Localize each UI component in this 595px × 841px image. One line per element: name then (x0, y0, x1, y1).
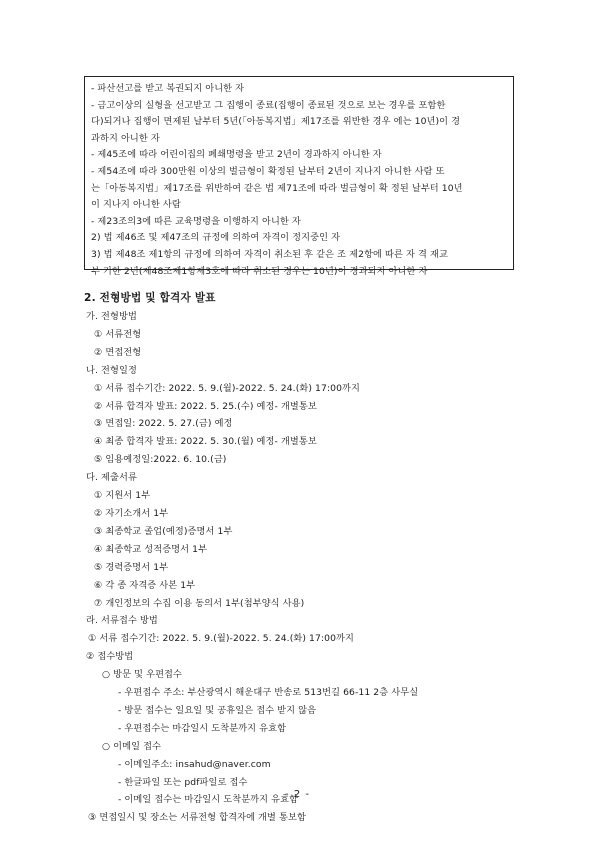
list-item: - 우편접수는 마감일시 도착분까지 유효함 (118, 722, 287, 734)
list-item: ① 서류전형 (94, 328, 142, 340)
section-title: 2. 전형방법 및 합격자 발표 (84, 292, 216, 304)
box-line: 부 기한 2년(제48조제1항제3호에 따라 취소된 경우는 10년)이 경과되지 아니한 자 (91, 265, 428, 277)
subsection-heading-schedule: 나. 전형일정 (86, 364, 137, 376)
box-line: 다)되거나 집행이 면제된 날부터 5년(「아동복지법」제17조를 위반한 경우 에는 10년)이 경 (91, 116, 461, 128)
list-item: ⑥ 각 종 자격증 사본 1부 (94, 579, 196, 591)
subsection-heading-method: 가. 전형방법 (86, 311, 137, 322)
list-item: - 한글파일 또는 pdf파일로 접수 (118, 776, 248, 788)
list-item: - 이메일 접수는 마감일시 도착분까지 유효함 (118, 794, 299, 806)
box-line: 이 지나지 아니한 사람 (91, 199, 181, 211)
list-item: - 이메일주소: insahud@naver.com (118, 758, 271, 770)
box-line: - 금고이상의 실형을 선고받고 그 집행이 종료(집행이 종료된 것으로 보는 경우를 포함한 (91, 99, 446, 111)
list-item: ③ 면접일: 2022. 5. 27.(금) 예정 (94, 418, 233, 430)
list-item: ① 지원서 1부 (94, 490, 151, 502)
box-line: - 제54조에 따라 300만원 이상의 벌금형이 확정된 날부터 2년이 지나지 아니한 사람 또 (91, 165, 445, 177)
box-line: - 파산선고를 받고 복권되지 아니한 자 (91, 83, 245, 94)
box-line: 과하지 아니한 자 (91, 132, 160, 144)
list-item: ① 서류 접수기간: 2022. 5. 9.(월)-2022. 5. 24.(화) 17:00까지 (94, 382, 360, 394)
selection-section (84, 290, 514, 827)
box-line: 는「아동복지법」제17조를 위반하여 같은 법 제71조에 따라 벌금형이 확 정된 날부터 10년 (91, 182, 463, 194)
list-item: - 우편접수 주소: 부산광역시 해운대구 반송로 513번길 66-11 2층 사무실 (118, 687, 419, 699)
list-item: ⑤ 경력증명서 1부 (94, 561, 169, 573)
list-item: ③ 면접일시 및 장소는 서류전형 합격자에 개별 통보함 (88, 812, 306, 824)
subsection-heading-documents: 다. 제출서류 (86, 472, 137, 484)
box-line: - 제45조에 따라 어린이집의 폐쇄명령을 받고 2년이 경과하지 아니한 자 (91, 149, 382, 161)
sub-heading-visit-mail: ○ 방문 및 우편접수 (102, 669, 183, 681)
list-item: ⑤ 임용예정일:2022. 6. 10.(금) (94, 454, 227, 466)
eligibility-box (84, 76, 514, 277)
list-item: - 방문 접수는 일요일 및 공휴일은 접수 받지 않음 (118, 704, 317, 716)
page-number: - 2 - (285, 789, 310, 800)
list-item: ③ 최종학교 졸업(예정)증명서 1부 (94, 525, 233, 537)
box-line: - 제23조의3에 따른 교육명령을 이행하지 아니한 자 (91, 215, 301, 227)
list-item: ② 접수방법 (86, 651, 134, 663)
list-item: ① 서류 접수기간: 2022. 5. 9.(월)-2022. 5. 24.(화) 17:00까지 (88, 633, 354, 645)
subsection-heading-submission: 라. 서류접수 방법 (86, 615, 158, 627)
list-item: ② 면접전형 (94, 346, 142, 358)
list-item: ② 자기소개서 1부 (94, 507, 169, 519)
list-item: ④ 최종학교 성적증명서 1부 (94, 543, 208, 555)
list-item: ② 서류 합격자 발표: 2022. 5. 25.(수) 예정- 개별통보 (94, 400, 317, 412)
sub-heading-email: ○ 이메일 접수 (102, 740, 162, 752)
box-line: 2) 법 제46조 및 제47조의 규정에 의하여 자격이 정지중인 자 (91, 232, 341, 244)
list-item: ⑦ 개인정보의 수집 이용 동의서 1부(첨부양식 사용) (94, 597, 305, 609)
box-line: 3) 법 제48조 제1항의 규정에 의하여 자격이 취소된 후 같은 조 제2항에 따른 자 격 재교 (91, 248, 448, 260)
list-item: ④ 최종 합격자 발표: 2022. 5. 30.(월) 예정- 개별통보 (94, 436, 317, 448)
